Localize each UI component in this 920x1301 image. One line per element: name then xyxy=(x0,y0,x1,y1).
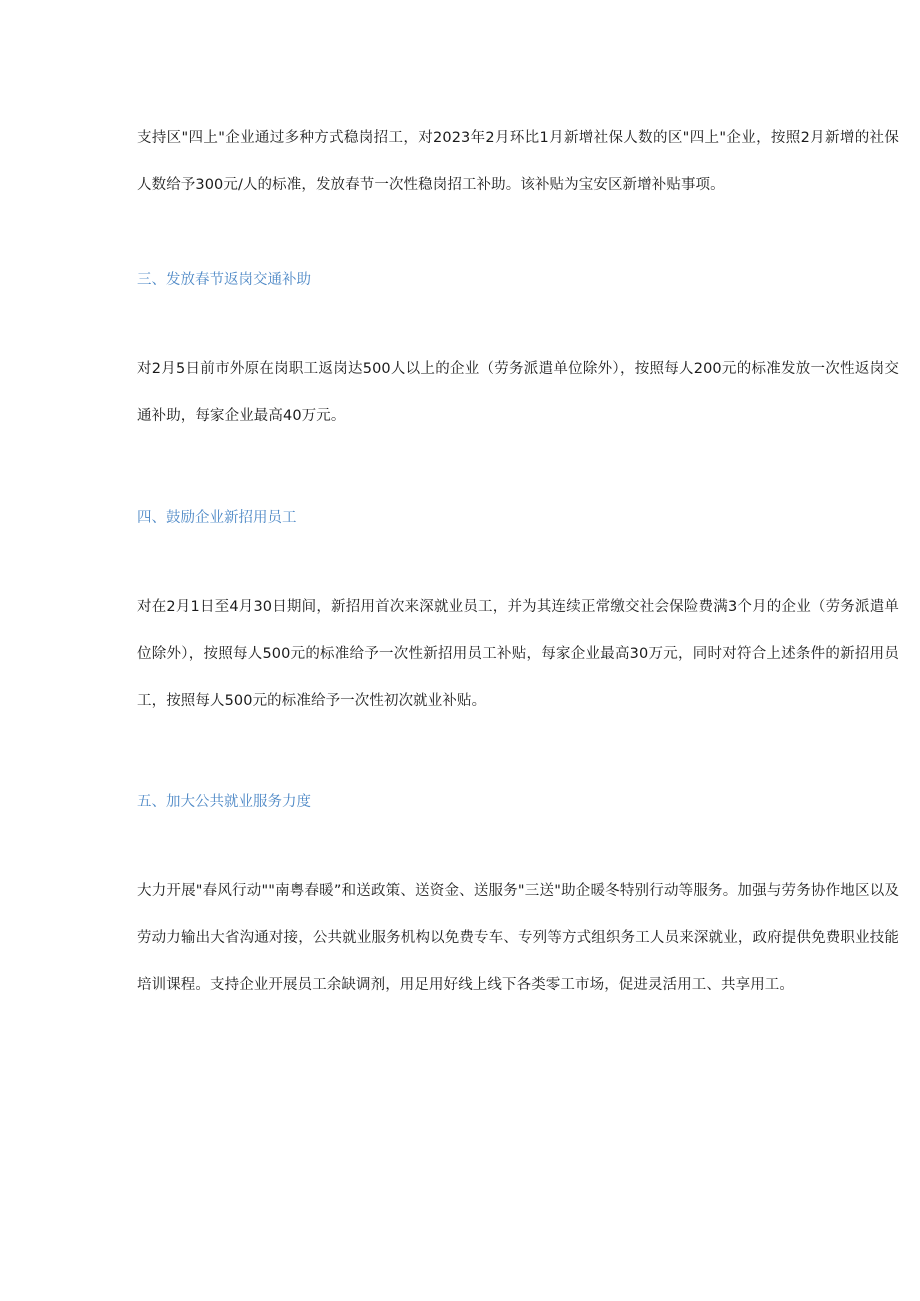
paragraph-return-transport-subsidy: 对2月5日前市外原在岗职工返岗达500人以上的企业（劳务派遣单位除外），按照每人200元的标准发放一次性返岗交通补助，每家企业最高40万元。 xyxy=(137,361,899,424)
section-heading-5: 五、加大公共就业服务力度 xyxy=(137,794,311,810)
section-heading-3: 三、发放春节返岗交通补助 xyxy=(137,272,311,288)
paragraph-stable-recruitment-subsidy: 支持区"四上"企业通过多种方式稳岗招工，对2023年2月环比1月新增社保人数的区"四上"企业，按照2月新增的社保人数给予300元/人的标准，发放春节一次性稳岗招工补助。该补贴为宝安区新增补贴事项。 xyxy=(137,130,899,193)
section-heading-4: 四、鼓励企业新招用员工 xyxy=(137,510,297,526)
paragraph-public-employment-services: 大力开展"春风行动""南粤春暖”和送政策、送资金、送服务"三送"助企暖冬特别行动等服务。加强与劳务协作地区以及劳动力输出大省沟通对接，公共就业服务机构以免费专车、专列等方式组织务工人员来深就业，政府提供免费职业技能培训课程。支持企业开展员工余缺调剂，用足用好线上线下各类零工市场，促进灵活用工、共享用工。 xyxy=(137,883,899,993)
paragraph-new-hire-subsidy: 对在2月1日至4月30日期间，新招用首次来深就业员工，并为其连续正常缴交社会保险费满3个月的企业（劳务派遣单位除外），按照每人500元的标准给予一次性新招用员工补贴，每家企业最高30万元，同时对符合上述条件的新招用员工，按照每人500元的标准给予一次性初次就业补贴。 xyxy=(137,599,899,709)
